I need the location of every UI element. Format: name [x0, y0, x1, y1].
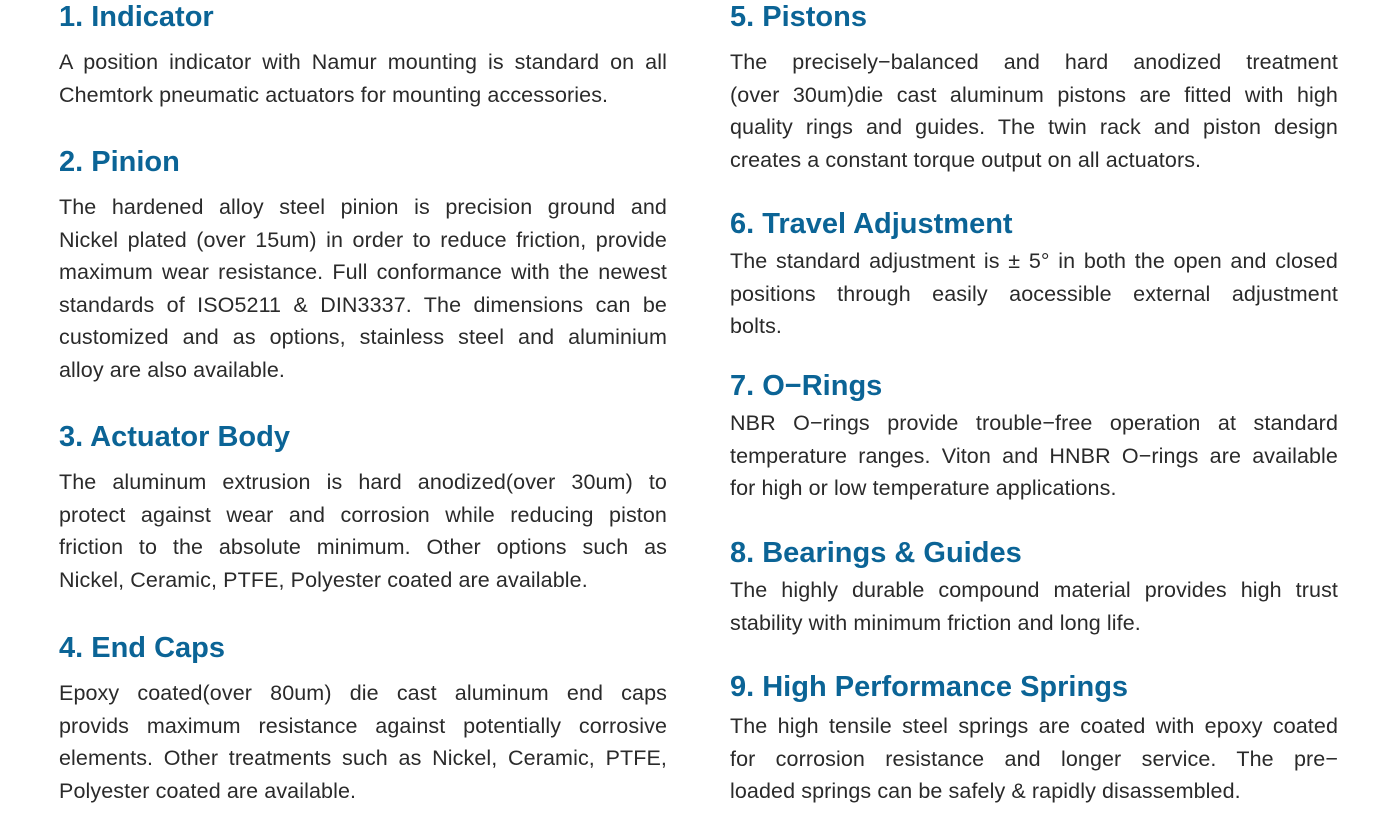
- body-line: elements. Other treatments such as Nickel, Ceramic, PTFE,: [59, 746, 667, 770]
- body-line: A position indicator with Namur mounting is standard on all: [59, 50, 667, 74]
- section-travel-adjustment: [730, 207, 1338, 343]
- section-end-caps: [59, 631, 667, 807]
- section-body: [59, 191, 667, 386]
- section-body: [730, 46, 1338, 176]
- body-line: The precisely−balanced and hard anodized treatment: [730, 50, 1338, 74]
- section-body: [730, 245, 1338, 343]
- body-line: positions through easily aocessible external adjustment: [730, 281, 1338, 306]
- section-high-performance-springs: [730, 670, 1338, 808]
- section-bearings-guides: [730, 536, 1338, 639]
- section-indicator: [59, 0, 667, 111]
- body-line: customized and as options, stainless steel and aluminium: [59, 325, 667, 349]
- section-body: [730, 710, 1338, 808]
- section-body: [730, 407, 1338, 505]
- body-line: loaded springs can be safely & rapidly disassembled.: [730, 779, 1241, 803]
- body-line: provids maximum resistance against potentially corrosive: [59, 713, 667, 738]
- section-heading: 7. O−Rings: [730, 370, 883, 402]
- section-body: [59, 677, 667, 807]
- body-line: protect against wear and corrosion while reducing piston: [59, 502, 667, 527]
- section-heading: 5. Pistons: [730, 1, 867, 33]
- section-actuator-body: [59, 420, 667, 596]
- body-line: The hardened alloy steel pinion is precision ground and: [59, 195, 667, 219]
- body-line: The high tensile steel springs are coated with epoxy coated: [730, 714, 1338, 738]
- section-pinion: [59, 145, 667, 386]
- section-heading: 3. Actuator Body: [59, 421, 290, 453]
- body-line: The standard adjustment is ± 5° in both the open and closed: [730, 249, 1338, 273]
- body-line: Nickel, Ceramic, PTFE, Polyester coated are available.: [59, 567, 588, 592]
- section-pistons: [730, 0, 1338, 176]
- body-line: NBR O−rings provide trouble−free operation at standard: [730, 411, 1338, 435]
- body-line: creates a constant torque output on all actuators.: [730, 147, 1202, 172]
- body-line: for corrosion resistance and longer service. The pre−: [730, 746, 1338, 771]
- body-line: temperature ranges. Viton and HNBR O−rings are available: [730, 443, 1338, 468]
- body-line: maximum wear resistance. Full conformance with the newest: [59, 260, 667, 284]
- body-line: bolts.: [730, 314, 782, 338]
- section-heading: 2. Pinion: [59, 146, 180, 178]
- body-line: Nickel plated (over 15um) in order to reduce friction, provide: [59, 227, 667, 252]
- section-body: [730, 574, 1338, 639]
- body-line: alloy are also available.: [59, 357, 285, 382]
- body-line: stability with minimum friction and long life.: [730, 610, 1141, 635]
- body-line: Polyester coated are available.: [59, 778, 357, 803]
- body-line: The aluminum extrusion is hard anodized(over 30um) to: [59, 470, 667, 494]
- section-body: [59, 466, 667, 596]
- body-line: Chemtork pneumatic actuators for mounting accessories.: [59, 82, 609, 107]
- body-line: Epoxy coated(over 80um) die cast aluminum end caps: [59, 681, 667, 705]
- body-line: friction to the absolute minimum. Other options such as: [59, 535, 667, 559]
- section-body: [59, 46, 667, 111]
- section-heading: 8. Bearings & Guides: [730, 537, 1022, 569]
- body-line: quality rings and guides. The twin rack and piston design: [730, 115, 1338, 139]
- section-o-rings: [730, 369, 1338, 505]
- section-heading: 6. Travel Adjustment: [730, 208, 1013, 240]
- body-line: (over 30um)die cast aluminum pistons are fitted with high: [730, 82, 1338, 107]
- section-heading: 1. Indicator: [59, 1, 214, 33]
- section-heading: 4. End Caps: [59, 632, 225, 664]
- body-line: for high or low temperature applications.: [730, 476, 1117, 500]
- body-line: The highly durable compound material provides high trust: [730, 578, 1338, 602]
- body-line: standards of ISO5211 & DIN3337. The dimensions can be: [59, 292, 667, 317]
- section-heading: 9. High Performance Springs: [730, 671, 1129, 703]
